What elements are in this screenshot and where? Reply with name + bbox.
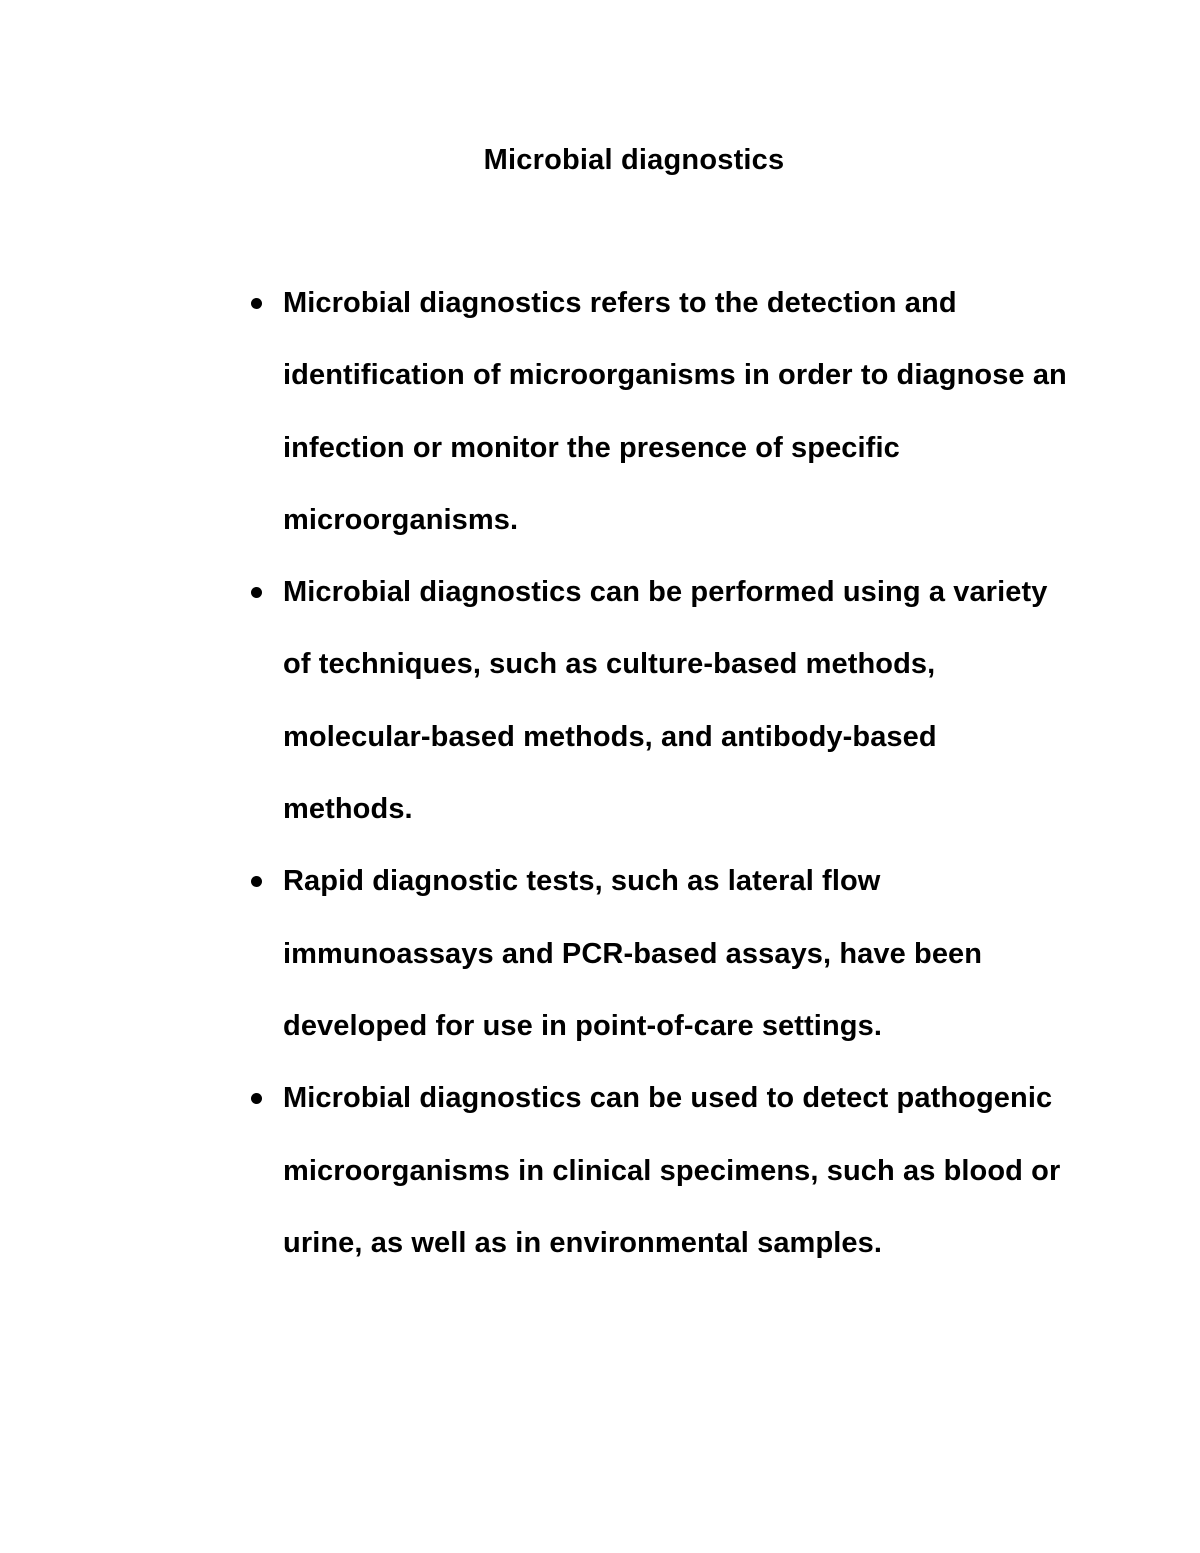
list-item-text: Microbial diagnostics can be used to detect pathogenic microorganisms in clinical specimens, such as blood or urine, as well as in environmental samples.: [283, 1082, 1061, 1259]
page-title: Microbial diagnostics: [483, 144, 785, 176]
bullet-icon: [251, 876, 262, 887]
list-item: [240, 556, 1070, 845]
bullet-list: [240, 267, 1070, 1279]
bullet-icon: [251, 1093, 262, 1104]
list-item: [240, 845, 1070, 1062]
list-item: [240, 267, 1070, 556]
list-item-text: Rapid diagnostic tests, such as lateral flow immunoassays and PCR-based assays, have been developed for use in point-of-care settings.: [283, 865, 983, 1042]
bullet-icon: [251, 587, 262, 598]
list-item-text: Microbial diagnostics refers to the detection and identification of microorganisms in order to diagnose an infection or monitor the presence of specific microorganisms.: [283, 287, 1067, 536]
bullet-icon: [251, 298, 262, 309]
list-item: [240, 1062, 1070, 1279]
list-item-text: Microbial diagnostics can be performed using a variety of techniques, such as culture-based methods, molecular-based methods, and antibody-based methods.: [283, 576, 1048, 826]
